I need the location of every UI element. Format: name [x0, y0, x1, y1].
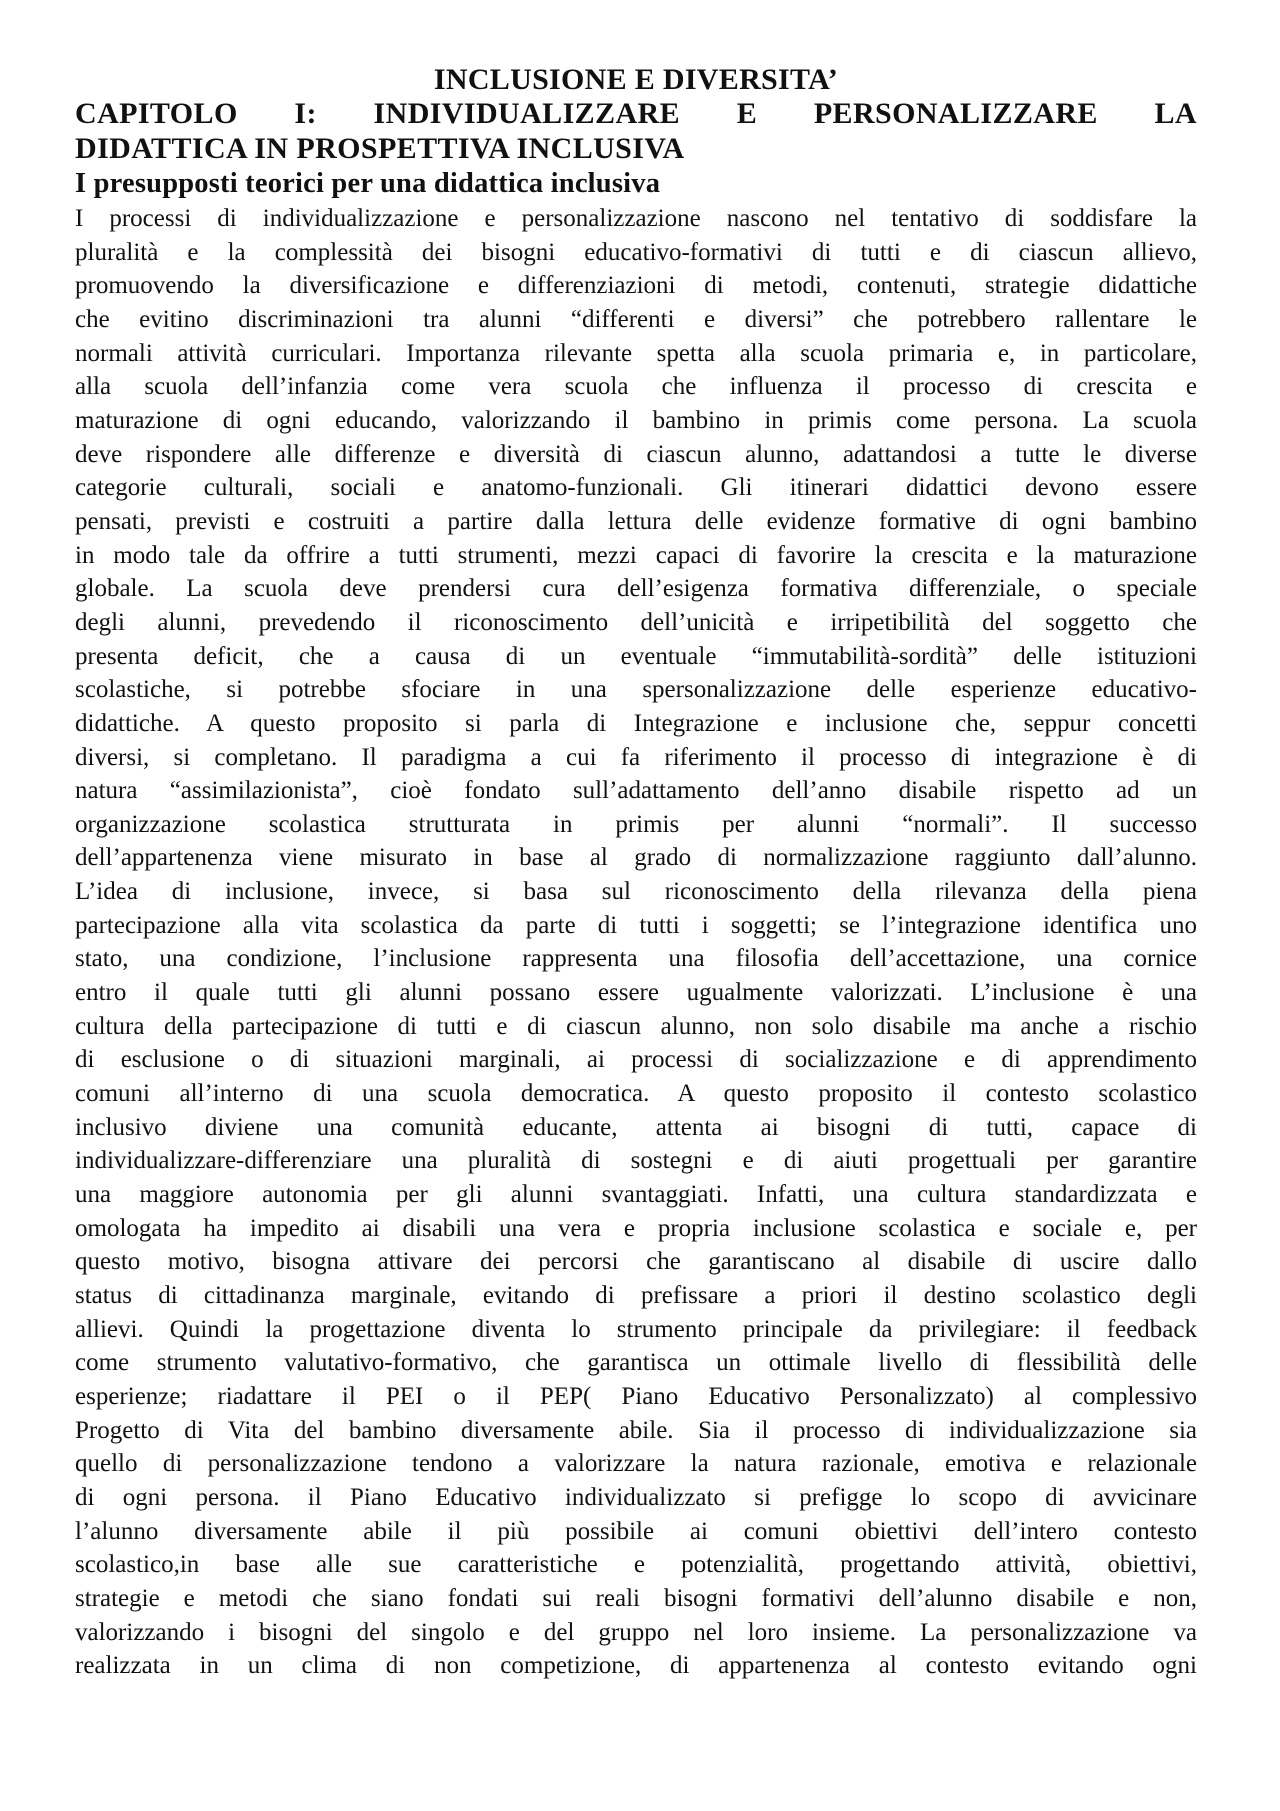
body-text-line: quello di personalizzazione tendono a valorizzare la natura razionale, emotiva e relazionale	[75, 1450, 1197, 1478]
document-title: INCLUSIONE E DIVERSITA’	[433, 63, 839, 96]
body-text-line: comuni all’interno di una scuola democratica. A questo proposito il contesto scolastico	[75, 1080, 1197, 1108]
body-text-line: organizzazione scolastica strutturata in primis per alunni “normali”. Il successo	[75, 810, 1197, 838]
body-text-line: cultura della partecipazione di tutti e di ciascun alunno, non solo disabile ma anche a rischio	[75, 1012, 1197, 1040]
body-text-line: alla scuola dell’infanzia come vera scuola che influenza il processo di crescita e	[75, 373, 1197, 401]
body-text-line: dell’appartenenza viene misurato in base al grado di normalizzazione raggiunto dall’alunno.	[75, 844, 1197, 872]
body-text-line: allievi. Quindi la progettazione diventa lo strumento principale da privilegiare: il feedback	[75, 1315, 1197, 1343]
body-text-line: come strumento valutativo-formativo, che garantisca un ottimale livello di flessibilità delle	[75, 1349, 1197, 1377]
chapter-title-line: CAPITOLO I: INDIVIDUALIZZARE E PERSONALIZZARE LA	[75, 97, 1197, 130]
body-text-line: status di cittadinanza marginale, evitando di prefissare a priori il destino scolastico degli	[75, 1282, 1197, 1309]
body-text-line: normali attività curriculari. Importanza rilevante spetta alla scuola primaria e, in particolare,	[75, 339, 1197, 367]
body-text-line: questo motivo, bisogna attivare dei percorsi che garantiscano al disabile di uscire dallo	[75, 1248, 1197, 1276]
body-text-line: presenta deficit, che a causa di un eventuale “immutabilità-sordità” delle istituzioni	[75, 642, 1197, 670]
body-text-line: stato, una condizione, l’inclusione rappresenta una filosofia dell’accettazione, una cornice	[75, 945, 1197, 973]
body-text-line: L’idea di inclusione, invece, si basa sul riconoscimento della rilevanza della piena	[75, 878, 1197, 906]
body-text-line: globale. La scuola deve prendersi cura dell’esigenza formativa differenziale, o speciale	[75, 575, 1197, 603]
body-text-line: natura “assimilazionista”, cioè fondato sull’adattamento dell’anno disabile rispetto ad un	[75, 777, 1197, 805]
body-text-line: di ogni persona. il Piano Educativo individualizzato si prefigge lo scopo di avvicinare	[75, 1483, 1197, 1511]
body-text-line: pluralità e la complessità dei bisogni educativo-formativi di tutti e di ciascun allievo,	[75, 238, 1197, 266]
chapter-title-line: DIDATTICA IN PROSPETTIVA INCLUSIVA	[75, 132, 685, 165]
body-text-line: realizzata in un clima di non competizione, di appartenenza al contesto evitando ogni	[75, 1652, 1197, 1680]
body-text-line: maturazione di ogni educando, valorizzando il bambino in primis come persona. La scuola	[75, 406, 1197, 434]
body-text-line: pensati, previsti e costruiti a partire dalla lettura delle evidenze formative di ogni bambino	[75, 507, 1197, 535]
body-text-line: partecipazione alla vita scolastica da parte di tutti i soggetti; se l’integrazione identifica uno	[75, 911, 1197, 939]
body-text-line: inclusivo diviene una comunità educante, attenta ai bisogni di tutti, capace di	[75, 1113, 1197, 1141]
body-text-line: in modo tale da offrire a tutti strumenti, mezzi capaci di favorire la crescita e la maturazione	[75, 541, 1197, 569]
body-text-line: esperienze; riadattare il PEI o il PEP( Piano Educativo Personalizzato) al complessivo	[75, 1382, 1197, 1410]
chapter-title	[75, 96, 1197, 166]
body-text-line: didattiche. A questo proposito si parla di Integrazione e inclusione che, seppur concetti	[75, 709, 1197, 737]
document-content	[75, 64, 1197, 1683]
body-text-line: degli alunni, prevedendo il riconoscimento dell’unicità e irripetibilità del soggetto che	[75, 608, 1197, 636]
body-text-line: categorie culturali, sociali e anatomo-funzionali. Gli itinerari didattici devono essere	[75, 474, 1197, 502]
body-text-line: valorizzando i bisogni del singolo e del gruppo nel loro insieme. La personalizzazione va	[75, 1618, 1197, 1646]
body-text-line: Progetto di Vita del bambino diversamente abile. Sia il processo di individualizzazione sia	[75, 1416, 1197, 1444]
body-text-line: di esclusione o di situazioni marginali, ai processi di socializzazione e di apprendimento	[75, 1046, 1197, 1074]
body-text-line: I processi di individualizzazione e personalizzazione nascono nel tentativo di soddisfare la	[75, 205, 1197, 232]
body-text-line: scolastico,in base alle sue caratteristiche e potenzialità, progettando attività, obiettivi,	[75, 1551, 1197, 1579]
section-title: I presupposti teorici per una didattica inclusiva	[75, 168, 661, 199]
body-text-line: deve rispondere alle differenze e diversità di ciascun alunno, adattandosi a tutte le diverse	[75, 440, 1197, 468]
body-text-line: entro il quale tutti gli alunni possano essere ugualmente valorizzati. L’inclusione è una	[75, 979, 1197, 1007]
body-text-line: promuovendo la diversificazione e differenziazioni di metodi, contenuti, strategie didattiche	[75, 272, 1197, 300]
body-text-line: omologata ha impedito ai disabili una vera e propria inclusione scolastica e sociale e, per	[75, 1214, 1197, 1242]
body-text-line: una maggiore autonomia per gli alunni svantaggiati. Infatti, una cultura standardizzata e	[75, 1181, 1197, 1209]
body-text-line: l’alunno diversamente abile il più possibile ai comuni obiettivi dell’intero contesto	[75, 1517, 1197, 1545]
body-text-line: scolastiche, si potrebbe sfociare in una spersonalizzazione delle esperienze educativo-	[75, 676, 1197, 704]
body-text-line: che evitino discriminazioni tra alunni “differenti e diversi” che potrebbero rallentare le	[75, 305, 1197, 333]
body-text-line: strategie e metodi che siano fondati sui reali bisogni formativi dell’alunno disabile e non,	[75, 1584, 1197, 1612]
body-text-line: individualizzare-differenziare una pluralità di sostegni e di aiuti progettuali per garantire	[75, 1147, 1197, 1175]
body-text-line: diversi, si completano. Il paradigma a cui fa riferimento il processo di integrazione è di	[75, 743, 1197, 771]
body-paragraph	[75, 202, 1197, 1683]
